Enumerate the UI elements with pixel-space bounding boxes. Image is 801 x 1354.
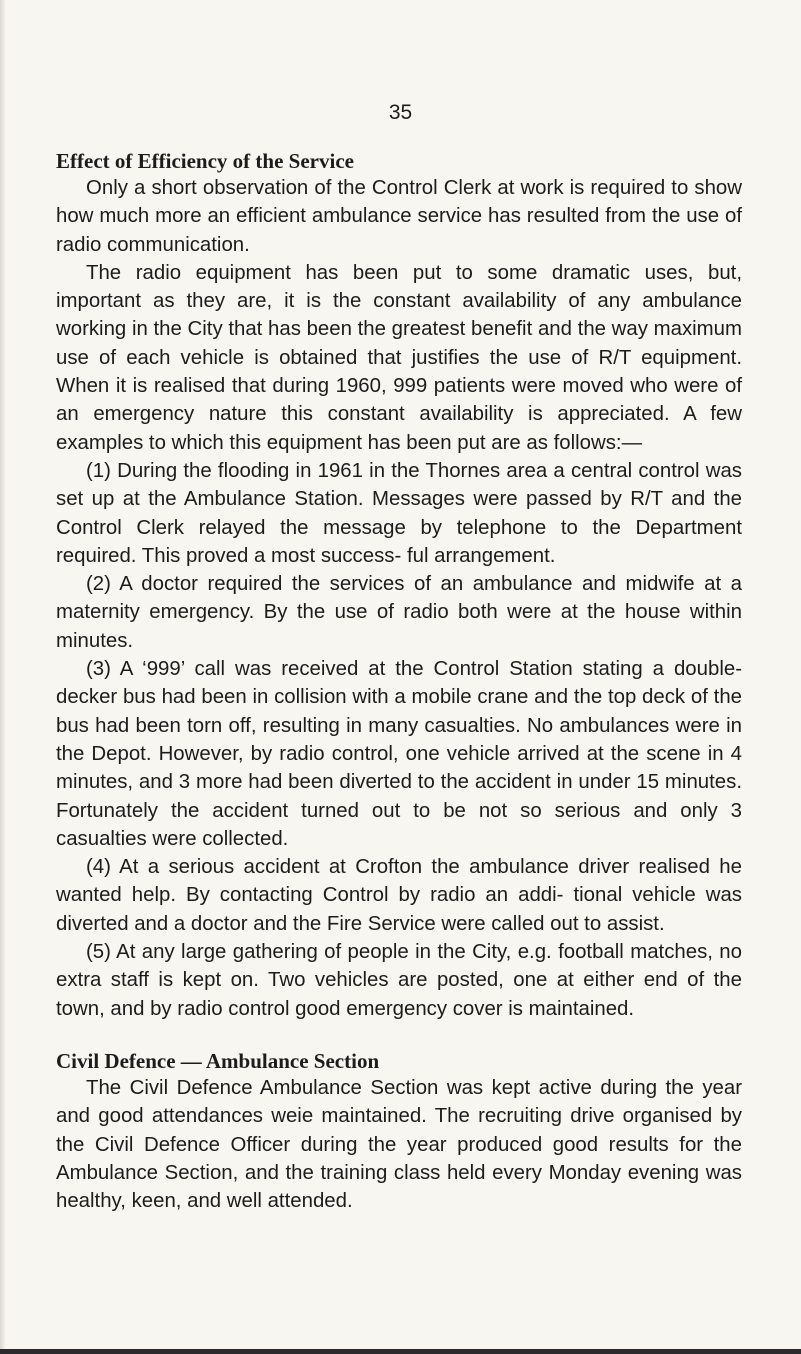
paragraph-example-3: (3) A ‘999’ call was received at the Control Station stating a double-decker bus had been in collision with a mobile crane and the top deck of the bus had been torn off, resulting in many casualties. No ambulances were in the Depot. However, by radio control, one vehicle arrived at the scene in 4 minutes, and 3 more had been diverted to the accident in under 15 minutes. Fortunately the accident turned out to be not so serious and only 3 casualties were collected.	[56, 658, 742, 850]
page-number: 35	[388, 101, 413, 124]
bottom-edge-rule	[0, 1349, 801, 1354]
section-heading-efficiency: Effect of Efficiency of the Service	[56, 149, 354, 173]
page-edge-shadow	[0, 0, 6, 1354]
paragraph-observation: Only a short observation of the Control Clerk at work is required to show how much more an efficient ambulance service has resulted from the use of radio communication.	[56, 177, 742, 256]
page-content	[56, 148, 742, 1215]
paragraph-example-4: (4) At a serious accident at Crofton the ambulance driver realised he wanted help. By contacting Control by radio an addi- tional vehicle was diverted and a doctor and the Fire Service were called out to assist.	[56, 856, 742, 935]
section-heading-civil-defence: Civil Defence — Ambulance Section	[56, 1048, 380, 1073]
paragraph-example-2: (2) A doctor required the services of an ambulance and midwife at a maternity emergency. By the use of radio both were at the house within minutes.	[56, 573, 742, 652]
paragraph-radio-equipment: The radio equipment has been put to some dramatic uses, but, important as they are, it is the constant availability of any ambulance working in the City that has been the greatest benefit and the way maximum use of each vehicle is obtained that justifies the use of R/T equipment. When it is realised that during 1960, 999 patients were moved who were of an emergency nature this constant availability is appreciated. A few examples to which this equipment has been put are as follows:—	[56, 261, 742, 454]
paragraph-example-5: (5) At any large gathering of people in the City, e.g. football matches, no extra staff is kept on. Two vehicles are posted, one at either end of the town, and by radio control good emergency cover is maintained.	[56, 941, 742, 1020]
paragraph-civil-defence: The Civil Defence Ambulance Section was kept active during the year and good attendances weie maintained. The recruiting drive organised by the Civil Defence Officer during the year produced good results for the Ambulance Section, and the training class held every Monday evening was healthy, keen, and well attended.	[56, 1076, 742, 1213]
paragraph-example-1: (1) During the flooding in 1961 in the Thornes area a central control was set up at the Ambulance Station. Messages were passed by R/T and the Control Clerk relayed the message by telephone to the Department required. This proved a most success- ful arrangement.	[56, 459, 742, 567]
